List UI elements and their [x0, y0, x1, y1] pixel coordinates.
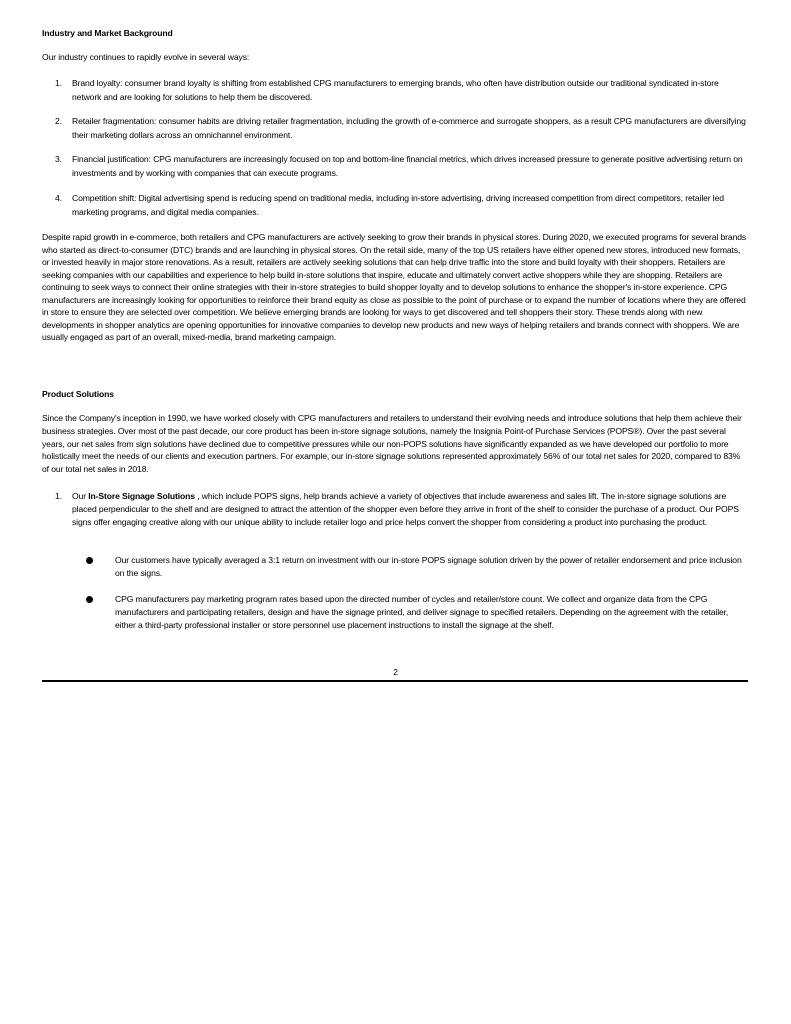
bullet-text: CPG manufacturers pay marketing program rates based upon the directed number of cycles and retailer/store count. We collect and organize data from the CPG manufacturers and participating retailers, design and have the signage printed, and deliver signage to specified retailers. Depending on the agreement with the retailer, either a third-party professional installer or store personnel use placement instructions to install the signage at the shelf. [115, 594, 729, 631]
intro-text: Our industry continues to rapidly evolve in several ways: [42, 52, 250, 62]
solution-text: , which include POPS signs, help brands achieve a variety of objectives that include awareness and sales lift. The in-store signage solutions are placed perpendicular to the shelf and are designed to attract the attention of the shopper even before they arrive in front of the shelf to consider the purchase of a product. Our POPS signs offer engaging creative along with our unique ability to include retailer logo and price helps convert the shopper from considering a product into purchasing the product. [72, 491, 739, 528]
paragraph-market: Despite rapid growth in e-commerce, both retailers and CPG manufacturers are actively seeking to grow their brands in physical stores. During 2020, we executed programs for several brands who started as direct-to-consumer (DTC) brands and are launching in physical stores. On the retail side, many of the top US retailers have either opened new stores, introduced new formats, or invested heavily in major store renovations. As a result, retailers are actively seeking solutions that can help drive traffic into the store and build loyalty with their shoppers. Retailers are seeking companies with our capabilities and experience to help build in-store solutions that inspire, educate and ultimately convert active shoppers while they are shopping. Retailers are continuing to seek ways to connect their online strategies with their in-store strategies to build shopper loyalty and to develop solutions to enhance the shopper's in-store experience. CPG manufacturers are increasingly looking for opportunities to reinforce their brand equity as close as possible to the point of purchase or to expand the number of locations where they are offered in store to ensure they are selected over competition. We believe emerging brands are looking for ways to get discovered and tell shoppers their story. These trends along with new developments in shopper analytics are opening opportunities for innovative companies to develop new products and new ways of helping retailers and brands connect with shoppers. We are usually engaged as part of an overall, mixed-media, brand marketing campaign. [42, 232, 747, 342]
solution-item [55, 490, 748, 529]
list-number: 2. [55, 116, 62, 126]
trend-item [55, 192, 748, 220]
trend-text: Retailer fragmentation: consumer habits are driving retailer fragmentation, including the growth of e-commerce and surrogate shoppers, as a result CPG manufacturers are diversifying their marketing dollars across an omnichannel environment. [72, 116, 746, 140]
paragraph-product: Since the Company's inception in 1990, we have worked closely with CPG manufacturers and retailers to understand their evolving needs and introduce solutions that help them achieve their business strategies. Over most of the past decade, our core product has been in-store signage solutions, namely the Insignia Point-of Purchase Services (POPS®). Over the past several years, our net sales from sign solutions have declined due to competitive pressures while our non-POPS solutions have significantly expanded as we have developed our portfolio to more holistically meet the needs of our clients and execution partners. For example, our in-store signage solutions represented approximately 56% of our total net sales for 2020, compared to 83% of our total net sales in 2018. [42, 413, 742, 475]
footer-divider [42, 680, 748, 682]
bullet-icon [86, 596, 93, 603]
page-number: 2 [393, 667, 398, 677]
list-number: 1. [55, 78, 62, 88]
trend-text: Brand loyalty: consumer brand loyalty is shifting from established CPG manufacturers to emerging brands, who often have distribution outside our traditional syndicated in-store network and are looking for solutions to help them be discovered. [72, 78, 719, 102]
bullet-icon [86, 557, 93, 564]
trend-item [55, 115, 748, 143]
trend-text: Competition shift: Digital advertising spend is reducing spend on traditional media, including in-store advertising, driving increased competition from direct competitors, retailer led marketing programs, and digital media companies. [72, 193, 724, 217]
trend-text: Financial justification: CPG manufacturers are increasingly focused on top and bottom-line financial metrics, which drives increased pressure to generate positive advertising return on investments and by working with companies that can execute programs. [72, 154, 743, 178]
bullet-text: Our customers have typically averaged a 3:1 return on investment with our in-store POPS signage solution driven by the power of retailer endorsement and price inclusion on the signs. [115, 555, 742, 579]
solution-prefix: Our [72, 491, 89, 501]
heading-industry-market-background: Industry and Market Background [42, 28, 173, 38]
heading-product-solutions: Product Solutions [42, 389, 114, 399]
list-number: 3. [55, 154, 62, 164]
list-number: 1. [55, 491, 62, 501]
trend-item [55, 153, 748, 181]
list-number: 4. [55, 193, 62, 203]
trend-item [55, 77, 748, 105]
bullet-item [115, 593, 748, 633]
bullet-item [115, 554, 748, 580]
solution-title: In-Store Signage Solutions [88, 491, 195, 501]
